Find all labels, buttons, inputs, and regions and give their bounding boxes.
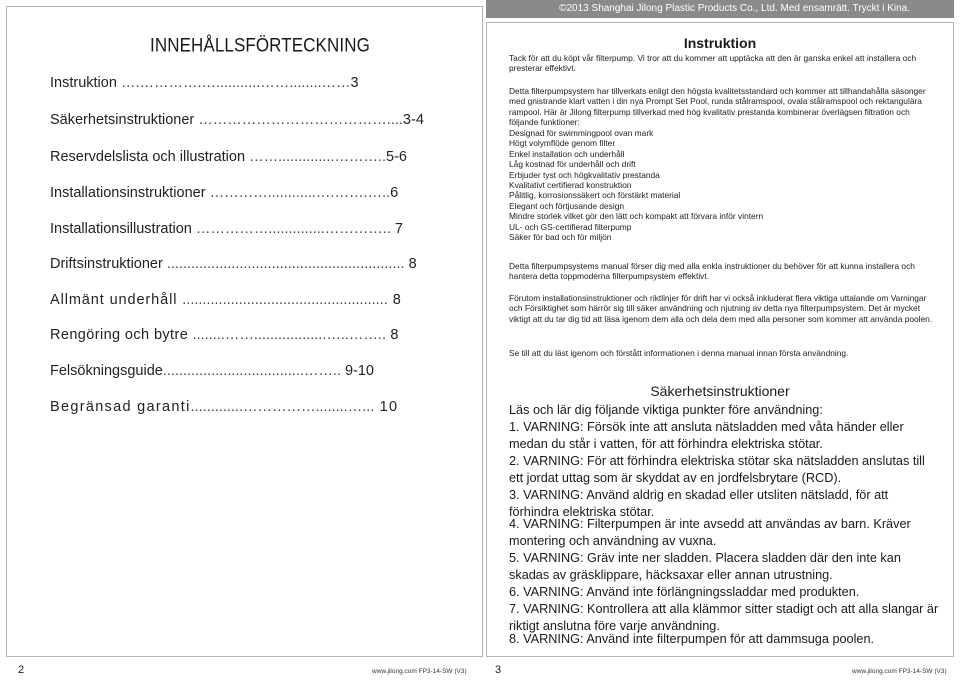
feature-item: Mindre storlek vilket gör den lätt och kompakt att förvara inför vintern <box>509 211 764 222</box>
feature-item: Elegant och förtjusande design <box>509 200 625 211</box>
right-footer-url: www.jilong.com FP3-14-SW (V3) <box>852 668 947 675</box>
toc-page: 6 <box>390 185 399 201</box>
install-text: Förutom installationsinstruktioner och riktlinjer för drift har vi också inkluderat flera viktiga uttalande om Varningar och Försiktighet som härrör sig till säker användning och njutning av detta nya filterpumpsystem. Det är mycket viktigt att du tar dig tid att läsa igenom dem alla och dela dem med alla personer som kommer att använda poolen. <box>509 293 933 324</box>
feature-item: Högt volymflöde genom filter <box>509 138 616 149</box>
warning-item: 4. VARNING: Filterpumpen är inte avsedd att användas av barn. Kräver montering och användning av vuxna. <box>509 517 911 548</box>
read-text: Se till att du läst igenom och förstått informationen i denna manual innan första användning. <box>509 348 849 358</box>
instruction-intro: Tack för att du köpt vår filterpump. Vi tror att du kommer att upptäcka att den är ganska enkel att installera och presterar effektivt. <box>509 53 917 74</box>
toc-dots: ……………..............………….. <box>195 221 391 237</box>
instruction-title: Instruktion <box>683 35 757 51</box>
toc-page: 3 <box>350 75 359 91</box>
toc-label: Instruktion <box>50 75 117 91</box>
left-footer-url: www.jilong.com FP3-14-SW (V3) <box>372 668 467 675</box>
toc-entry[interactable] <box>50 111 424 129</box>
feature-item: UL- och GS-certifierad filterpump <box>509 221 632 232</box>
toc-label: Installationsillustration <box>50 221 192 237</box>
toc-entry[interactable] <box>50 184 398 202</box>
toc-label: Felsökningsguide <box>50 363 163 379</box>
toc-label: Installationsinstruktioner <box>50 185 206 201</box>
toc-page: 3-4 <box>402 112 424 128</box>
toc-page: 9-10 <box>344 363 374 379</box>
toc-dots: …………............….…….….. <box>209 185 391 201</box>
safety-intro: Läs och lär dig följande viktiga punkter före användning: <box>509 403 823 417</box>
toc-entry[interactable] <box>50 148 407 166</box>
feature-item: Låg kostnad för underhåll och drift <box>509 159 636 170</box>
left-page-number: 2 <box>18 664 25 676</box>
toc-page: 8 <box>390 327 399 343</box>
toc-dots: ….………….…...........……........…… <box>120 75 351 91</box>
toc-entry[interactable] <box>50 362 374 380</box>
toc-entry[interactable] <box>50 326 399 344</box>
toc-label: Begränsad garanti <box>50 399 191 415</box>
instruction-body: Detta filterpumpsystem har tillverkats enligt den högsta kvalitetsstandard och kommer att tillhandahålla säsonger med gnistrande klart vatten i din nya Prompt Set Pool, runda stålramspool, ovala stålramspool och rektangulära rampool. Här är Jilong filterpump tillverkad med hög kvalitativ prestanda kombinerar överlägsen filtration och följande funktioner: <box>509 86 926 128</box>
toc-dots: ........……..................…..…….. <box>192 327 386 343</box>
toc-dots: ................................................... <box>182 292 388 308</box>
feature-item: Säker för bad och för miljön <box>509 232 612 243</box>
toc-label: Rengöring och bytre <box>50 327 189 343</box>
toc-page: 5-6 <box>386 149 407 165</box>
warning-item: 1. VARNING: Försök inte att ansluta nätsladden med våta händer eller medan du står i vatten, för att förhindra elektriska stötar. <box>509 420 904 451</box>
toc-label: Driftsinstruktioner <box>50 256 163 272</box>
feature-item: Pålitlig, korrosionssäkert och förstärkt material <box>509 190 681 201</box>
feature-list <box>509 128 939 242</box>
toc-entry[interactable] <box>50 74 359 92</box>
warning-item: 8. VARNING: Använd inte filterpumpen för att dammsuga poolen. <box>509 632 875 646</box>
copyright-banner: ©2013 Shanghai Jilong Plastic Products Co., Ltd. Med ensamrätt. Tryckt i Kina. <box>486 0 954 18</box>
warning-item: 2. VARNING: För att förhindra elektriska stötar ska nätsladden anslutas till ett jordat uttag som är skyddat av en jordfelsbrytare (RCD). <box>509 454 925 485</box>
warning-item: 7. VARNING: Kontrollera att alla klämmor sitter stadigt och att alla slangar är riktigt anslutna före varje användning. <box>509 602 939 633</box>
manual-text: Detta filterpumpsystems manual förser dig med alla enkla instruktioner du behöver för att kunna installera och hantera detta toppmoderna filterpumpsystem effektivt. <box>509 261 915 282</box>
feature-item: Erbjuder tyst och högkvalitativ prestanda <box>509 169 660 180</box>
toc-page: 7 <box>394 221 403 237</box>
toc-dots: ...................................…….. <box>162 363 341 379</box>
warning-item: 6. VARNING: Använd inte förlängningssladdar med produkten. <box>509 585 860 599</box>
toc-entry[interactable] <box>50 398 398 416</box>
toc-page: 8 <box>408 256 417 272</box>
toc-entry[interactable] <box>50 255 417 273</box>
toc-label: Allmänt underhåll <box>50 292 178 308</box>
toc-dots: .............……………........…... <box>190 399 375 415</box>
toc-title: INNEHÅLLSFÖRTECKNING <box>150 34 370 57</box>
toc-label: Säkerhetsinstruktioner <box>50 112 195 128</box>
warning-item: 5. VARNING: Gräv inte ner sladden. Placera sladden där den inte kan skadas av gräsklippare, häcksaxar eller annan utrustning. <box>509 551 901 582</box>
toc-dots: ........................................................... <box>166 256 405 272</box>
right-page-number: 3 <box>495 664 502 676</box>
toc-entry[interactable] <box>50 291 402 309</box>
toc-entry[interactable] <box>50 220 403 238</box>
warning-item: 3. VARNING: Använd aldrig en skadad eller utsliten nätsladd, för att förhindra elektriska stötar. <box>509 488 889 519</box>
safety-title: Säkerhetsinstruktioner <box>650 383 790 399</box>
toc-page: 8 <box>392 292 402 308</box>
toc-page: 10 <box>379 399 399 415</box>
feature-item: Kvalitativt certifierad konstruktion <box>509 180 632 191</box>
toc-dots: ………………………………….... <box>198 112 403 128</box>
feature-item: Designad för swimmingpool ovan mark <box>509 128 654 138</box>
toc-label: Reservdelslista och illustration <box>50 149 246 165</box>
toc-dots: ……..............……….. <box>249 149 387 165</box>
feature-item: Enkel installation och underhåll <box>509 148 625 159</box>
